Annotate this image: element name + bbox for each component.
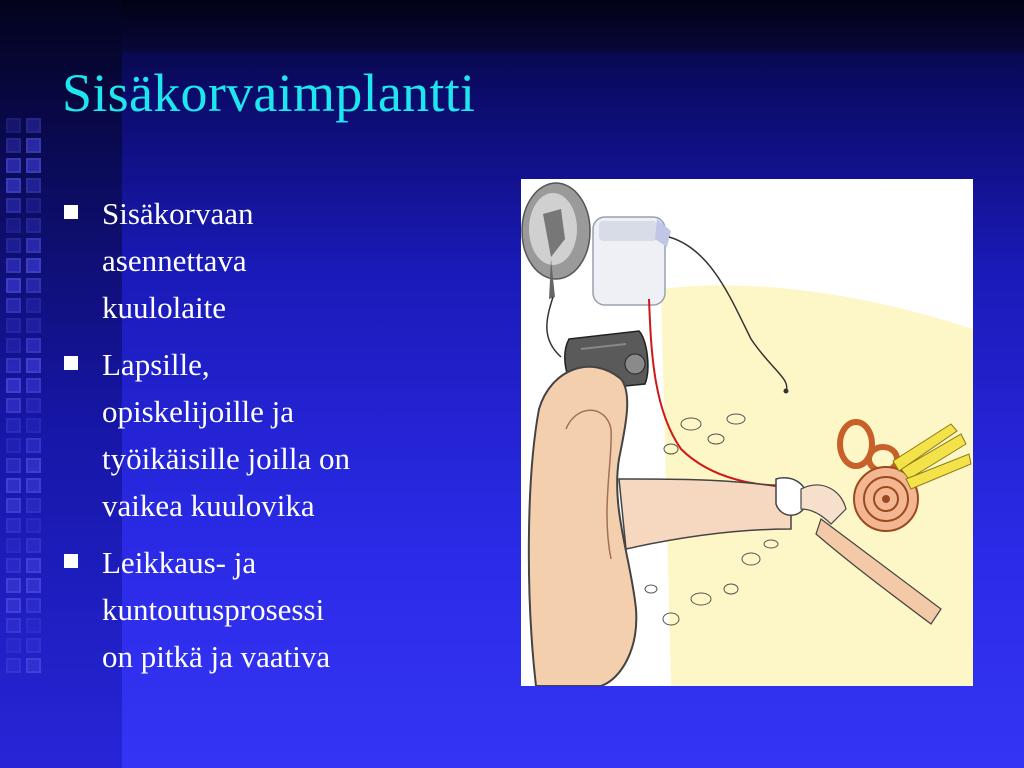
slide-title: Sisäkorvaimplantti: [62, 63, 476, 123]
decorative-square: [26, 638, 41, 653]
decorative-square: [6, 418, 21, 433]
decorative-square: [26, 398, 41, 413]
decorative-square: [6, 318, 21, 333]
decorative-square: [26, 438, 41, 453]
ear-anatomy-drawing: [521, 179, 973, 686]
bullet-text: Leikkaus- ja kuntoutusprosessi on pitkä ja vaativa: [102, 545, 331, 674]
decorative-square: [26, 498, 41, 513]
decorative-square: [6, 158, 21, 173]
transmitter-coil-icon: [522, 183, 590, 357]
decorative-square: [26, 418, 41, 433]
decorative-square: [6, 338, 21, 353]
decorative-square: [26, 358, 41, 373]
decorative-square: [6, 438, 21, 453]
square-bullet-icon: [64, 356, 78, 370]
decorative-square: [6, 398, 21, 413]
decorative-square: [26, 198, 41, 213]
bullet-item: [62, 190, 482, 331]
decorative-square: [6, 498, 21, 513]
decorative-square: [26, 158, 41, 173]
decorative-square: [6, 578, 21, 593]
decorative-square: [6, 218, 21, 233]
decorative-square: [6, 138, 21, 153]
decorative-square: [26, 518, 41, 533]
decorative-square: [6, 658, 21, 673]
top-decorative-band: [122, 0, 1024, 52]
decorative-square: [26, 318, 41, 333]
decorative-square: [6, 478, 21, 493]
decorative-square: [6, 458, 21, 473]
decorative-squares: [0, 118, 40, 678]
decorative-square: [6, 298, 21, 313]
decorative-square: [26, 618, 41, 633]
decorative-square: [26, 218, 41, 233]
square-bullet-icon: [64, 554, 78, 568]
decorative-square: [26, 598, 41, 613]
decorative-square: [6, 258, 21, 273]
decorative-square: [6, 378, 21, 393]
decorative-square: [26, 258, 41, 273]
decorative-square: [26, 558, 41, 573]
decorative-square: [6, 618, 21, 633]
bullet-item: [62, 341, 482, 529]
square-bullet-icon: [64, 205, 78, 219]
decorative-square: [26, 538, 41, 553]
decorative-square: [26, 338, 41, 353]
decorative-square: [26, 178, 41, 193]
decorative-square: [6, 118, 21, 133]
decorative-square: [26, 458, 41, 473]
decorative-square: [26, 138, 41, 153]
decorative-square: [26, 298, 41, 313]
decorative-square: [6, 178, 21, 193]
decorative-square: [6, 278, 21, 293]
decorative-square: [26, 578, 41, 593]
decorative-square: [26, 278, 41, 293]
decorative-square: [6, 558, 21, 573]
cochlear-implant-illustration: [521, 179, 973, 686]
decorative-square: [26, 238, 41, 253]
bullet-list: [62, 190, 482, 690]
decorative-square: [6, 638, 21, 653]
decorative-square: [6, 538, 21, 553]
bullet-item: [62, 539, 482, 680]
decorative-square: [26, 118, 41, 133]
decorative-square: [6, 198, 21, 213]
decorative-square: [6, 358, 21, 373]
bullet-text: Lapsille, opiskelijoille ja työikäisille joilla on vaikea kuulovika: [102, 347, 350, 523]
decorative-square: [6, 598, 21, 613]
decorative-square: [6, 518, 21, 533]
bullet-text: Sisäkorvaan asennettava kuulolaite: [102, 196, 254, 325]
decorative-square: [6, 238, 21, 253]
decorative-square: [26, 658, 41, 673]
decorative-square: [26, 478, 41, 493]
decorative-square: [26, 378, 41, 393]
